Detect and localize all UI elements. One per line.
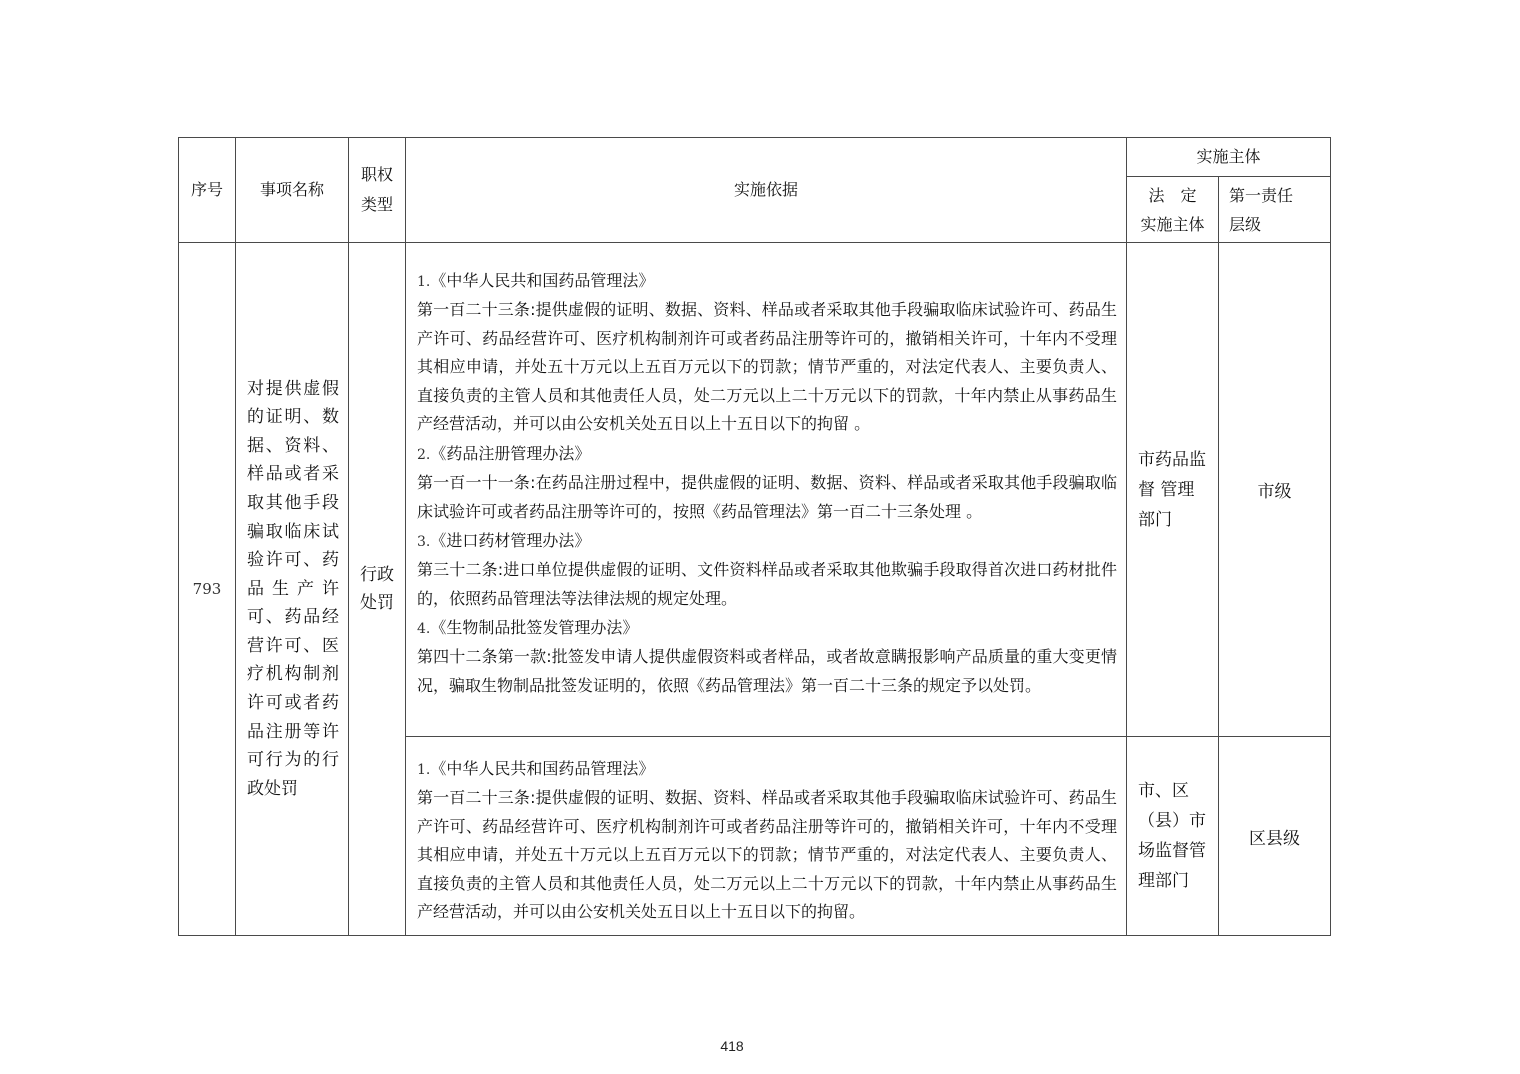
header-power-type — [349, 138, 406, 243]
table-row — [179, 243, 1331, 737]
legal-subject-city: 市药品监督 管理部门 — [1127, 243, 1219, 737]
law-article: 第一百一十一条:在药品注册过程中，提供虚假的证明、数据、资料、样品或者采取其他手段骗取临床试验许可或者药品注册等许可的，按照《药品管理法》第一百二十三条处理 。 — [417, 472, 1117, 521]
header-legal-subject — [1127, 177, 1219, 243]
law-article: 第一百二十三条:提供虚假的证明、数据、资料、样品或者采取其他手段骗取临床试验许可、药品生产许可、药品经营许可、医疗机构制剂许可或者药品注册等许可的，撤销相关许可，十年内不受理其相应申请，并处五十万元以上五百万元以下的罚款；情节严重的，对法定代表人、主要负责人、直接负责的主管人员和其他责任人员，处二万元以上二十万元以下的罚款，十年内禁止从事药品生产经营活动，并可以由公安机关处五日以上十五日以下的拘留 。 — [417, 300, 1117, 434]
law-article: 第四十二条第一款:批签发申请人提供虚假资料或者样品，或者故意瞒报影响产品质量的重大变更情况，骗取生物制品批签发证明的，依照《药品管理法》第一百二十三条的规定予以处罚。 — [417, 647, 1117, 695]
header-item-name: 事项名称 — [236, 138, 349, 243]
header-first-resp — [1219, 177, 1331, 243]
header-legal-subject-line1: 法 定 — [1148, 185, 1197, 205]
row-power-type-line1: 行政 — [360, 565, 394, 585]
page-number: 418 — [720, 1038, 744, 1054]
basis-cell-city — [406, 243, 1127, 737]
first-resp-level-city: 市级 — [1219, 243, 1331, 737]
header-first-resp-line1: 第一责任 — [1229, 185, 1294, 205]
header-power-type-line1: 职权 — [360, 165, 393, 184]
law-article: 第一百二十三条:提供虚假的证明、数据、资料、样品或者采取其他手段骗取临床试验许可、药品生产许可、药品经营许可、医疗机构制剂许可或者药品注册等许可的，撤销相关许可，十年内不受理其相应申请，并处五十万元以上五百万元以下的罚款；情节严重的，对法定代表人、主要负责人、直接负责的主管人员和其他责任人员，处二万元以上二十万元以下的罚款，十年内禁止从事药品生产经营活动，并可以由公安机关处五日以上十五日以下的拘留。 — [417, 788, 1117, 922]
basis-cell-county — [406, 737, 1127, 936]
row-seq: 793 — [179, 243, 236, 936]
law-title: 2.《药品注册管理办法》 — [417, 443, 591, 463]
legal-subject-county: 市、区（县）市场监督管理部门 — [1127, 737, 1219, 936]
law-title: 1.《中华人民共和国药品管理法》 — [417, 271, 655, 290]
first-resp-level-county: 区县级 — [1219, 737, 1331, 936]
law-title: 4.《生物制品批签发管理办法》 — [417, 618, 639, 638]
header-basis: 实施依据 — [406, 138, 1127, 243]
header-power-type-line2: 类型 — [360, 195, 393, 214]
header-first-resp-line2: 层级 — [1229, 214, 1262, 234]
law-article: 第三十二条:进口单位提供虚假的证明、文件资料样品或者采取其他欺骗手段取得首次进口药材批件的，依照药品管理法等法律法规的规定处理。 — [417, 560, 1117, 608]
header-legal-subject-line2: 实施主体 — [1140, 214, 1205, 234]
row-item-name: 对提供虚假的证明、数据、资料、样品或者采取其他手段骗取临床试验许可、药品生产许可、药品经营许可、医疗机构制剂许可或者药品注册等许可行为的行政处罚 — [236, 243, 349, 936]
header-subject-group: 实施主体 — [1127, 138, 1331, 177]
row-power-type — [349, 243, 406, 936]
header-seq: 序号 — [179, 138, 236, 243]
regulation-table — [178, 137, 1331, 936]
law-title: 3.《进口药材管理办法》 — [417, 531, 591, 551]
header-row-1 — [179, 138, 1331, 177]
law-title: 1.《中华人民共和国药品管理法》 — [417, 759, 655, 778]
row-power-type-line2: 处罚 — [360, 593, 394, 613]
